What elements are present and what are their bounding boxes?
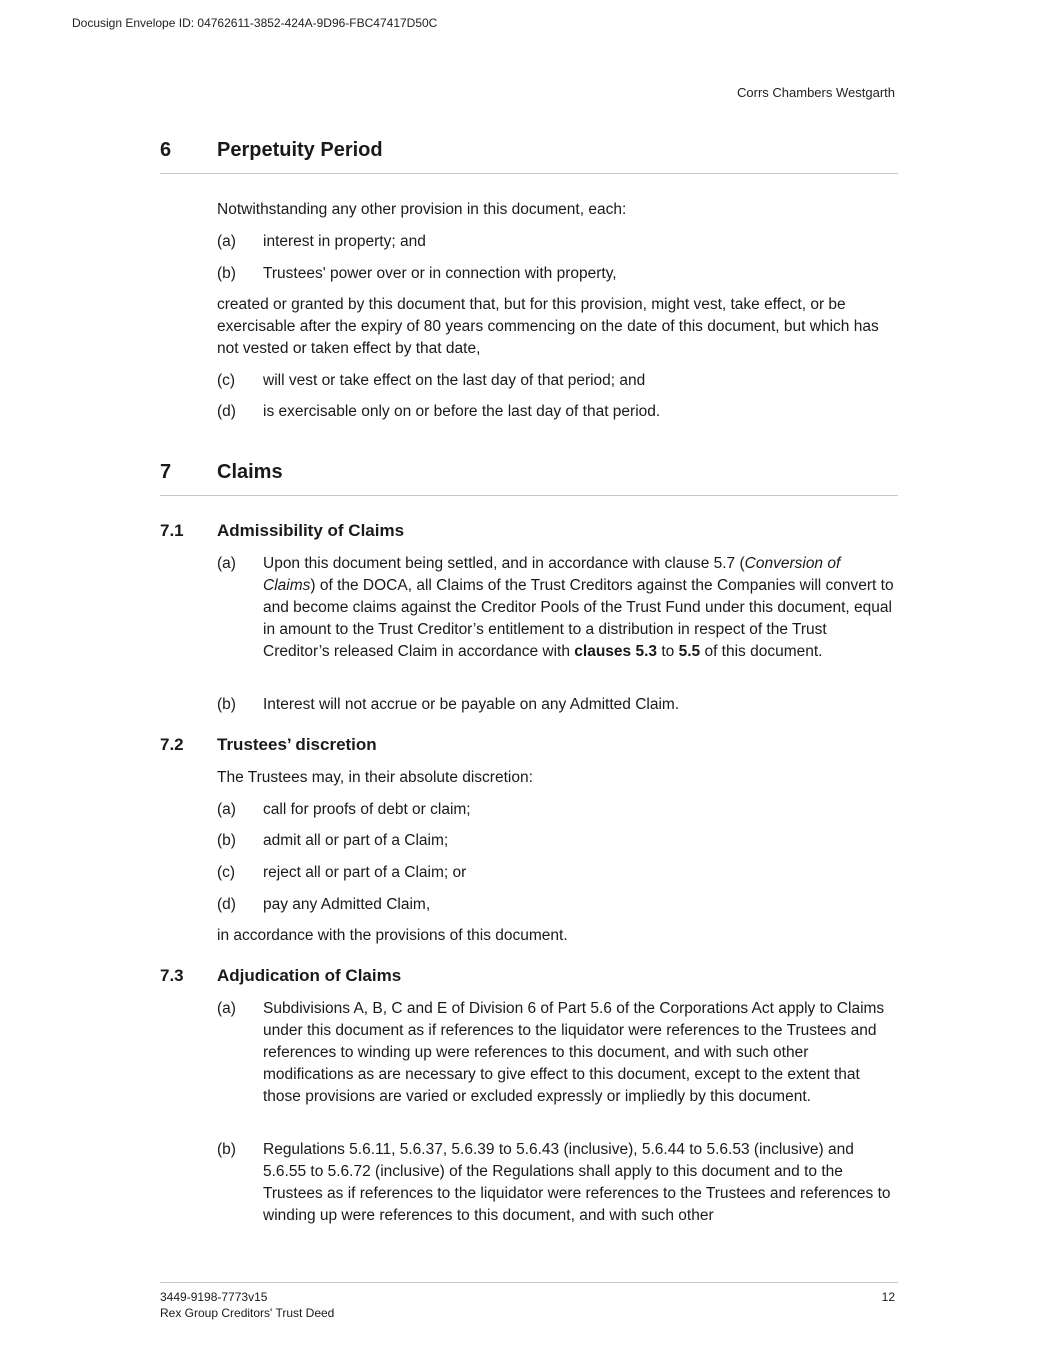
item-label: (d) xyxy=(217,403,236,420)
item-label: (c) xyxy=(217,864,236,881)
list-item xyxy=(217,231,897,253)
s72-outro: in accordance with the provisions of this document. xyxy=(217,927,568,944)
section-title: Perpetuity Period xyxy=(217,139,383,161)
item-label: (a) xyxy=(217,801,236,818)
footer-doc-title: Rex Group Creditors' Trust Deed xyxy=(160,1306,335,1320)
subsection-title: Adjudication of Claims xyxy=(217,966,402,985)
item-text: admit all or part of a Claim; xyxy=(263,832,449,849)
footer-doc-id: 3449-9198-7773v15 xyxy=(160,1290,268,1304)
list-item xyxy=(217,1139,897,1227)
list-item xyxy=(217,553,897,663)
item-label: (b) xyxy=(217,1141,236,1158)
item-label: (d) xyxy=(217,896,236,913)
section-title: Claims xyxy=(217,461,283,483)
page-number: 12 xyxy=(881,1290,895,1304)
subsection-number: 7.2 xyxy=(160,735,184,754)
item-label: (a) xyxy=(217,1000,236,1017)
subsection-title: Admissibility of Claims xyxy=(217,521,405,540)
item-text: is exercisable only on or before the last day of that period. xyxy=(263,403,661,420)
list-item xyxy=(217,401,897,423)
list-item xyxy=(217,370,897,392)
firm-name: Corrs Chambers Westgarth xyxy=(737,85,895,100)
footer-divider xyxy=(160,1282,898,1283)
s72-intro: The Trustees may, in their absolute discretion: xyxy=(217,769,533,786)
list-item xyxy=(217,894,897,916)
item-label: (b) xyxy=(217,832,236,849)
item-label: (c) xyxy=(217,372,236,389)
item-text: pay any Admitted Claim, xyxy=(263,896,431,913)
item-text: interest in property; and xyxy=(263,233,426,250)
docusign-envelope-id: Docusign Envelope ID: 04762611-3852-424A-9D96-FBC47417D50C xyxy=(72,16,438,30)
list-item xyxy=(217,862,897,884)
list-item xyxy=(217,263,897,285)
list-item xyxy=(217,830,897,852)
item-label: (b) xyxy=(217,265,236,282)
item-text: Subdivisions A, B, C and E of Division 6 of Part 5.6 of the Corporations Act apply to Claims under this document as if references to the liquidator were references to the Trustees and references to winding up were references to this document, and with such other modifications as are necessary to give effect to this document, except to the extent that those provisions are varied or excluded expressly or impliedly by this document. xyxy=(263,1000,885,1105)
subsection-number: 7.3 xyxy=(160,966,184,985)
subsection-number: 7.1 xyxy=(160,521,184,540)
item-text: Upon this document being settled, and in accordance with clause 5.7 (Conversion of Claims) of the DOCA, all Claims of the Trust Creditors against the Companies will convert to and become claims against the Creditor Pools of the Trust Fund under this document, equal in amount to the Trust Creditor’s entitlement to a distribution in respect of the Trust Creditor’s released Claim in accordance with clauses 5.3 to 5.5 of this document. xyxy=(263,555,894,660)
s6-intro: Notwithstanding any other provision in this document, each: xyxy=(217,201,627,218)
list-item xyxy=(217,694,897,716)
item-label: (a) xyxy=(217,233,236,250)
section-7-heading xyxy=(160,461,898,496)
list-item xyxy=(217,998,897,1108)
section-number: 6 xyxy=(160,139,172,161)
s6-middle-paragraph: created or granted by this document that, but for this provision, might vest, take effect, or be exercisable after the expiry of 80 years commencing on the date of this document, but which has not vested or taken effect by that date, xyxy=(217,296,879,357)
item-text: Regulations 5.6.11, 5.6.37, 5.6.39 to 5.6.43 (inclusive), 5.6.44 to 5.6.53 (inclusive) and 5.6.55 to 5.6.72 (inclusive) of the Regulations shall apply to this document and to the Trustees as if references to the liquidator were references to the Trustees and references to winding up were references to this document, and with such other xyxy=(263,1141,891,1224)
item-text: Trustees' power over or in connection with property, xyxy=(263,265,617,282)
item-text: reject all or part of a Claim; or xyxy=(263,864,467,881)
item-label: (a) xyxy=(217,555,236,572)
item-label: (b) xyxy=(217,696,236,713)
item-text: Interest will not accrue or be payable on any Admitted Claim. xyxy=(263,696,680,713)
section-number: 7 xyxy=(160,461,172,483)
item-text: call for proofs of debt or claim; xyxy=(263,801,471,818)
subsection-title: Trustees’ discretion xyxy=(217,735,377,754)
item-text: will vest or take effect on the last day of that period; and xyxy=(263,372,646,389)
section-6-heading xyxy=(160,139,898,174)
list-item xyxy=(217,799,897,821)
